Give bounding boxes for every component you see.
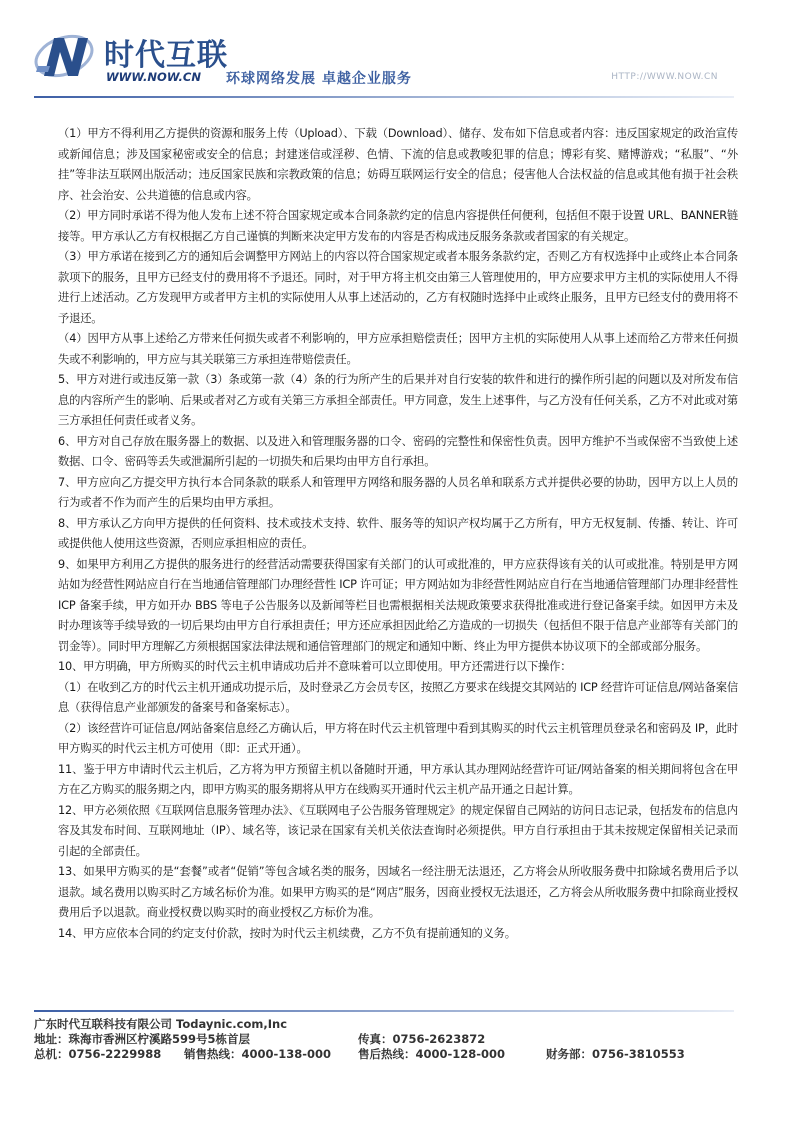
finance-phone: 财务部：0756-3810553	[546, 1047, 685, 1061]
slogan: 环球网络发展 卓越企业服务	[226, 71, 412, 87]
paragraph: （2）该经营许可证信息/网站备案信息经乙方确认后，甲方将在时代云主机管理中看到其购买的时代云主机管理员登录名和密码及 IP，此时甲方购买的时代云主机方可使用（即：正式开通）。	[58, 721, 738, 755]
sales-hotline: 销售热线：4000-138-000	[184, 1047, 332, 1061]
paragraph: 5、甲方对进行或违反第一款（3）条或第一款（4）条的行为所产生的后果并对自行安装的软件和进行的操作所引起的问题以及对所发布信息的内容所产生的影响、后果或者对乙方或有关第三方承担全部责任。甲方同意，发生上述事件，与乙方没有任何关系，乙方不对此或对第三方承担任何责任或者义务。	[58, 373, 738, 427]
paragraph: 7、甲方应向乙方提交甲方执行本合同条款的联系人和管理甲方网络和服务器的人员名单和联系方式并提供必要的协助，因甲方以上人员的行为或者不作为而产生的后果均由甲方承担。	[58, 475, 738, 509]
paragraph: 13、如果甲方购买的是“套餐”或者“促销”等包含域名类的服务，因域名一经注册无法退还，乙方将会从所收服务费中扣除域名费用后予以退款。域名费用以购买时乙方域名标价为准。如果甲方购买的是“网店”服务，因商业授权无法退还，乙方将会从所收服务费中扣除商业授权费用后予以退款。商业授权费以购买时的商业授权乙方标价为准。	[58, 865, 738, 919]
footer-address-line	[34, 1032, 734, 1047]
company-address: 地址：珠海市香洲区柠溪路599号5栋首层	[34, 1032, 251, 1046]
paragraph: （1）在收到乙方的时代云主机开通成功提示后，及时登录乙方会员专区，按照乙方要求在线提交其网站的 ICP 经营许可证信息/网站备案信息（获得信息产业部颁发的备案号和备案标志）。	[58, 680, 738, 714]
paragraph: 11、鉴于甲方申请时代云主机后，乙方将为甲方预留主机以备随时开通，甲方承认其办理网站经营许可证/网站备案的相关期间将包含在甲方在乙方购买的服务期之内，即甲方购买的服务期将从甲方在线购买开通时代云主机产品开通之日起计算。	[58, 762, 738, 796]
paragraph: （3）甲方承诺在接到乙方的通知后会调整甲方网站上的内容以符合国家规定或者本服务条款约定，否则乙方有权选择中止或终止本合同条款项下的服务，且甲方已经支付的费用将不予退还。同时，对于甲方将主机交由第三人管理使用的，甲方应要求甲方主机的实际使用人不得进行上述活动。乙方发现甲方或者甲方主机的实际使用人从事上述活动的，乙方有权随时选择中止或终止服务，且甲方已经支付的费用将不予退还。	[58, 250, 738, 325]
footer-phone-line	[34, 1047, 734, 1062]
paragraph: （1）甲方不得利用乙方提供的资源和服务上传（Upload）、下载（Download）、储存、发布如下信息或者内容：违反国家规定的政治宣传或新闻信息；涉及国家秘密或安全的信息；封建迷信或淫秽、色情、下流的信息或教唆犯罪的信息；博彩有奖、赌博游戏；“私服”、“外挂”等非法互联网出版活动；违反国家民族和宗教政策的信息；妨碍互联网运行安全的信息；侵害他人合法权益的信息或其他有损于社会秩序、社会治安、公共道德的信息或内容。	[58, 127, 738, 202]
after-sales-hotline: 售后热线：4000-128-000	[358, 1047, 506, 1061]
letterhead-footer	[34, 1010, 734, 1062]
paragraph: （4）因甲方从事上述给乙方带来任何损失或者不利影响的，甲方应承担赔偿责任；因甲方主机的实际使用人从事上述而给乙方带来任何损失或不利影响的，甲方应与其关联第三方承担连带赔偿责任。	[58, 332, 738, 366]
letterhead	[0, 0, 794, 118]
paragraph: 12、甲方必须依照《互联网信息服务管理办法》、《互联网电子公告服务管理规定》的规定保留自己网站的访问日志记录，包括发布的信息内容及其发布时间、互联网地址（IP）、域名等，该记录在国家有关机关依法查询时必须提供。甲方自行承担由于其未按规定保留相关记录而引起的全部责任。	[58, 803, 738, 858]
company-fax: 传真：0756-2623872	[358, 1032, 486, 1046]
company-name: 广东时代互联科技有限公司 Todaynic.com,Inc	[34, 1017, 288, 1031]
footer-company-line	[34, 1017, 734, 1032]
contract-body	[58, 124, 738, 944]
paragraph: 14、甲方应依本合同的约定支付价款，按时为时代云主机续费，乙方不负有提前通知的义务。	[58, 926, 516, 940]
paragraph: 6、甲方对自己存放在服务器上的数据、以及进入和管理服务器的口令、密码的完整性和保密性负责。因甲方维护不当或保密不当致使上述数据、口令、密码等丢失或泄漏所引起的一切损失和后果均由甲方自行承担。	[58, 434, 738, 468]
paragraph: （2）甲方同时承诺不得为他人发布上述不符合国家规定或本合同条款约定的信息内容提供任何便利，包括但不限于设置 URL、BANNER链接等。甲方承认乙方有权根据乙方自己谨慎的判断来决定甲方发布的内容是否构成违反服务条款或者国家的有关规定。	[58, 209, 738, 243]
paragraph: 8、甲方承认乙方向甲方提供的任何资料、技术或技术支持、软件、服务等的知识产权均属于乙方所有，甲方无权复制、传播、转让、许可或提供他人使用这些资源，否则应承担相应的责任。	[58, 516, 738, 550]
header-divider	[34, 96, 734, 98]
company-logo	[34, 26, 228, 88]
site-url: HTTP://WWW.NOW.CN	[611, 72, 718, 82]
paragraph: 9、如果甲方利用乙方提供的服务进行的经营活动需要获得国家有关部门的认可或批准的，甲方应获得该有关的认可或批准。特别是甲方网站如为经营性网站应自行在当地通信管理部门办理经营性 ICP 许可证；甲方网站如为非经营性网站应自行在当地通信管理部门办理非经营性 ICP 备案手续，甲方如开办 BBS 等电子公告服务以及新闻等栏目也需根据相关法规政策要求获得批准或进行登记备案手续。如因甲方未及时办理该等手续导致的一切后果均由甲方自行承担责任；甲方还应承担因此给乙方造成的一切损失（包括但不限于信息产业部等有关部门的罚金等）。同时甲方理解乙方须根据国家法律法规和通信管理部门的规定和通知中断、终止为甲方提供本协议项下的全部或部分服务。	[58, 557, 738, 653]
brand-url: WWW.NOW.CN	[106, 70, 201, 84]
brand-name: 时代互联	[104, 38, 228, 73]
main-phone: 总机：0756-2229988	[34, 1047, 162, 1061]
footer-divider	[34, 1010, 734, 1012]
n-logo-icon	[34, 26, 104, 88]
paragraph: 10、甲方明确，甲方所购买的时代云主机申请成功后并不意味着可以立即使用。甲方还需进行以下操作：	[58, 660, 572, 673]
